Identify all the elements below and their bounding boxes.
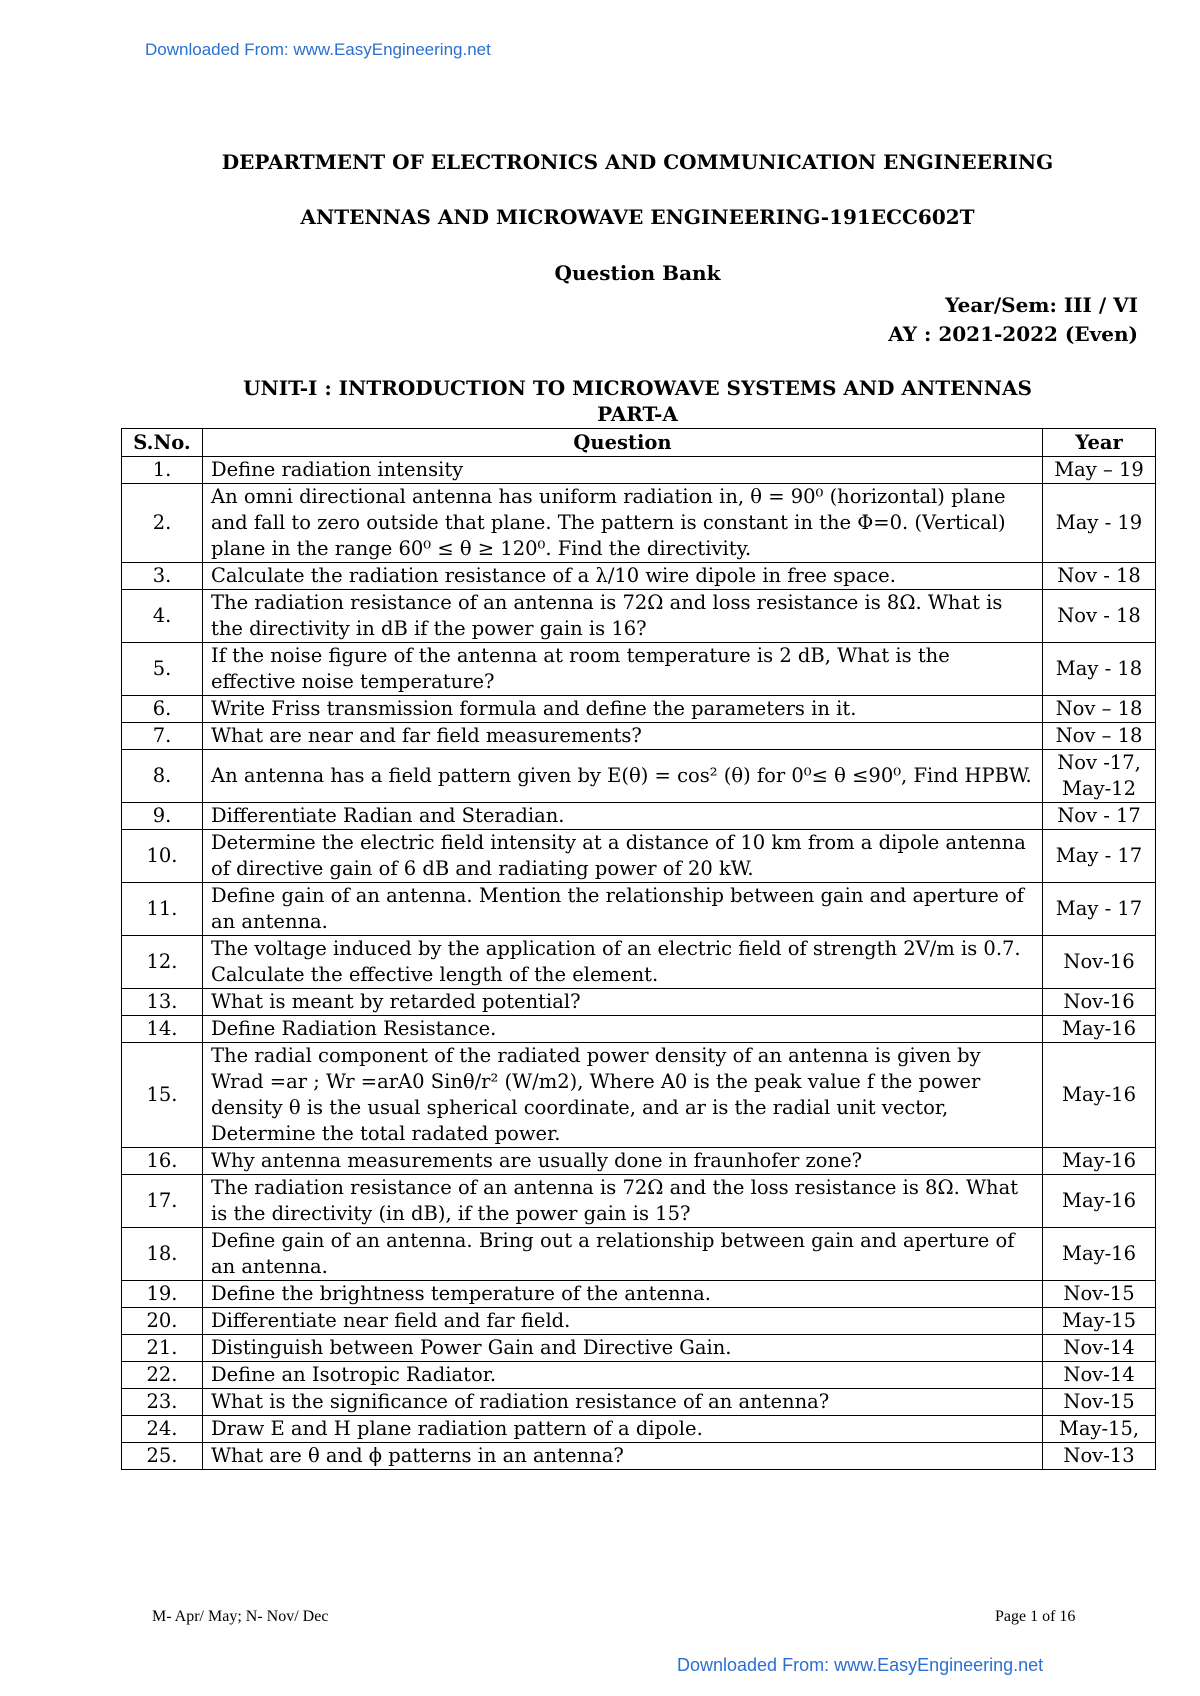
- table-header-row: [122, 429, 1156, 457]
- header-download-link[interactable]: Downloaded From: www.EasyEngineering.net: [145, 40, 491, 59]
- row-sno: 6.: [122, 696, 203, 723]
- department-heading: DEPARTMENT OF ELECTRONICS AND COMMUNICATION ENGINEERING: [221, 150, 1054, 174]
- row-question: Define radiation intensity: [203, 457, 1043, 484]
- row-question: What is the significance of radiation resistance of an antenna?: [203, 1389, 1043, 1416]
- table-row: [122, 750, 1156, 803]
- row-sno: 18.: [122, 1228, 203, 1281]
- row-question: Define Radiation Resistance.: [203, 1016, 1043, 1043]
- row-question: Define the brightness temperature of the antenna.: [203, 1281, 1043, 1308]
- row-question: Calculate the radiation resistance of a λ/10 wire dipole in free space.: [203, 563, 1043, 590]
- row-question: What is meant by retarded potential?: [203, 989, 1043, 1016]
- question-table: [121, 428, 1156, 1470]
- row-year: May - 18: [1043, 643, 1156, 696]
- row-sno: 15.: [122, 1043, 203, 1148]
- row-year: May-16: [1043, 1043, 1156, 1148]
- row-question: Define an Isotropic Radiator.: [203, 1362, 1043, 1389]
- sno-header: S.No.: [122, 429, 203, 457]
- table-row: [122, 723, 1156, 750]
- document-type-heading: Question Bank: [554, 261, 721, 285]
- table-row: [122, 1228, 1156, 1281]
- row-year: Nov – 18: [1043, 723, 1156, 750]
- table-row: [122, 696, 1156, 723]
- row-question: The radiation resistance of an antenna is 72Ω and the loss resistance is 8Ω. What is the directivity (in dB), if the power gain is 15?: [203, 1175, 1043, 1228]
- row-year: Nov-15: [1043, 1389, 1156, 1416]
- course-heading: ANTENNAS AND MICROWAVE ENGINEERING-191ECC602T: [300, 205, 975, 229]
- row-question: Define gain of an antenna. Mention the relationship between gain and aperture of an antenna.: [203, 883, 1043, 936]
- row-question: Draw E and H plane radiation pattern of a dipole.: [203, 1416, 1043, 1443]
- academic-year-label: AY : 2021-2022 (Even): [888, 322, 1138, 346]
- row-year: May - 17: [1043, 830, 1156, 883]
- row-year: May-15: [1043, 1308, 1156, 1335]
- row-year: May-16: [1043, 1175, 1156, 1228]
- table-row: [122, 830, 1156, 883]
- row-question: An antenna has a field pattern given by E(θ) = cos² (θ) for 0⁰≤ θ ≤90⁰, Find HPBW.: [203, 750, 1043, 803]
- row-question: Differentiate near field and far field.: [203, 1308, 1043, 1335]
- row-question: Why antenna measurements are usually done in fraunhofer zone?: [203, 1148, 1043, 1175]
- row-question: What are near and far field measurements?: [203, 723, 1043, 750]
- year-header: Year: [1043, 429, 1156, 457]
- row-question: An omni directional antenna has uniform radiation in, θ = 90⁰ (horizontal) plane and fall to zero outside that plane. The pattern is constant in the Φ=0. (Vertical) plane in the range 60⁰ ≤ θ ≥ 120⁰. Find the directivity.: [203, 484, 1043, 563]
- row-sno: 25.: [122, 1443, 203, 1470]
- row-year: May - 17: [1043, 883, 1156, 936]
- table-row: [122, 1148, 1156, 1175]
- row-sno: 19.: [122, 1281, 203, 1308]
- row-sno: 16.: [122, 1148, 203, 1175]
- row-question: Define gain of an antenna. Bring out a relationship between gain and aperture of an antenna.: [203, 1228, 1043, 1281]
- question-header: Question: [203, 429, 1043, 457]
- row-question: Distinguish between Power Gain and Directive Gain.: [203, 1335, 1043, 1362]
- table-row: [122, 989, 1156, 1016]
- row-year: May-16: [1043, 1016, 1156, 1043]
- row-sno: 17.: [122, 1175, 203, 1228]
- year-sem-label: Year/Sem: III / VI: [945, 293, 1138, 317]
- row-sno: 12.: [122, 936, 203, 989]
- row-year: Nov-14: [1043, 1335, 1156, 1362]
- row-sno: 2.: [122, 484, 203, 563]
- row-year: Nov-14: [1043, 1362, 1156, 1389]
- table-row: [122, 457, 1156, 484]
- row-year: May-16: [1043, 1148, 1156, 1175]
- row-sno: 9.: [122, 803, 203, 830]
- question-table-body: [122, 457, 1156, 1470]
- row-year: Nov - 18: [1043, 590, 1156, 643]
- footer-legend: M- Apr/ May; N- Nov/ Dec: [152, 1608, 329, 1625]
- row-year: Nov - 17: [1043, 803, 1156, 830]
- row-year: Nov-16: [1043, 989, 1156, 1016]
- table-row: [122, 1362, 1156, 1389]
- row-sno: 13.: [122, 989, 203, 1016]
- table-row: [122, 1335, 1156, 1362]
- table-row: [122, 1281, 1156, 1308]
- row-sno: 7.: [122, 723, 203, 750]
- row-year: Nov - 18: [1043, 563, 1156, 590]
- table-row: [122, 590, 1156, 643]
- table-row: [122, 936, 1156, 989]
- row-year: Nov-13: [1043, 1443, 1156, 1470]
- row-sno: 14.: [122, 1016, 203, 1043]
- row-sno: 24.: [122, 1416, 203, 1443]
- table-row: [122, 1443, 1156, 1470]
- table-row: [122, 1389, 1156, 1416]
- row-question: Determine the electric field intensity at a distance of 10 km from a dipole antenna of directive gain of 6 dB and radiating power of 20 kW.: [203, 830, 1043, 883]
- table-row: [122, 883, 1156, 936]
- row-year: May – 19: [1043, 457, 1156, 484]
- row-year: Nov-16: [1043, 936, 1156, 989]
- row-sno: 3.: [122, 563, 203, 590]
- table-row: [122, 1175, 1156, 1228]
- table-row: [122, 484, 1156, 563]
- row-question: The radial component of the radiated power density of an antenna is given by Wrad =ar ; Wr =arA0 Sinθ/r² (W/m2), Where A0 is the peak value f the power density θ is the usual spherical coordinate, and ar is the radial unit vector, Determine the total radated power.: [203, 1043, 1043, 1148]
- row-year: Nov -17, May-12: [1043, 750, 1156, 803]
- row-sno: 21.: [122, 1335, 203, 1362]
- footer-download-link[interactable]: Downloaded From: www.EasyEngineering.net: [677, 1655, 1044, 1675]
- row-year: Nov – 18: [1043, 696, 1156, 723]
- row-question: The radiation resistance of an antenna is 72Ω and loss resistance is 8Ω. What is the directivity in dB if the power gain is 16?: [203, 590, 1043, 643]
- row-sno: 8.: [122, 750, 203, 803]
- table-row: [122, 1308, 1156, 1335]
- table-row: [122, 1416, 1156, 1443]
- page-number: Page 1 of 16: [995, 1608, 1076, 1625]
- row-question: The voltage induced by the application of an electric field of strength 2V/m is 0.7. Calculate the effective length of the element.: [203, 936, 1043, 989]
- row-sno: 20.: [122, 1308, 203, 1335]
- row-year: May - 19: [1043, 484, 1156, 563]
- row-question: Write Friss transmission formula and define the parameters in it.: [203, 696, 1043, 723]
- row-year: May-16: [1043, 1228, 1156, 1281]
- row-sno: 5.: [122, 643, 203, 696]
- row-sno: 23.: [122, 1389, 203, 1416]
- row-sno: 4.: [122, 590, 203, 643]
- table-row: [122, 643, 1156, 696]
- table-row: [122, 1043, 1156, 1148]
- row-question: What are θ and ϕ patterns in an antenna?: [203, 1443, 1043, 1470]
- table-row: [122, 1016, 1156, 1043]
- row-sno: 11.: [122, 883, 203, 936]
- row-year: Nov-15: [1043, 1281, 1156, 1308]
- year-sem-block: [888, 291, 1138, 349]
- row-sno: 10.: [122, 830, 203, 883]
- row-year: May-15,: [1043, 1416, 1156, 1443]
- table-row: [122, 803, 1156, 830]
- unit-title: UNIT-I : INTRODUCTION TO MICROWAVE SYSTEMS AND ANTENNAS: [243, 376, 1032, 400]
- part-title: PART-A: [597, 402, 678, 426]
- row-sno: 1.: [122, 457, 203, 484]
- table-row: [122, 563, 1156, 590]
- row-question: If the noise figure of the antenna at room temperature is 2 dB, What is the effective noise temperature?: [203, 643, 1043, 696]
- row-sno: 22.: [122, 1362, 203, 1389]
- row-question: Differentiate Radian and Steradian.: [203, 803, 1043, 830]
